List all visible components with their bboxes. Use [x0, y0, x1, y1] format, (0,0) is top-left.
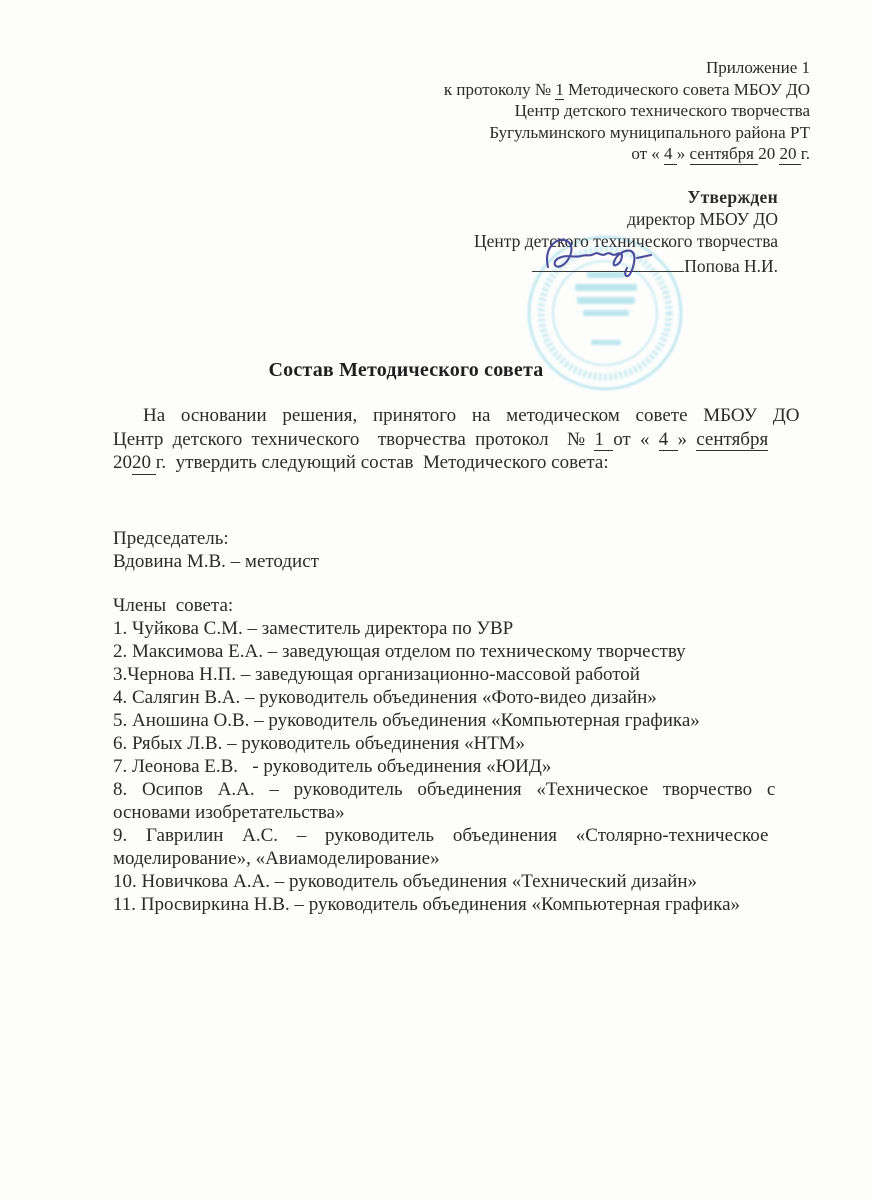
intro-paragraph — [113, 404, 815, 475]
list-item: 10. Новичкова А.А. – руководитель объединения «Технический дизайн» — [113, 871, 697, 892]
approval-title: Утвержден — [687, 187, 778, 207]
list-item: 9. Гаврилин А.С. – руководитель объединения «Столярно-техническое — [113, 825, 769, 846]
annex-note-date-line: от « 4 » сентября 20 20 г. — [631, 144, 810, 163]
approval-line: директор МБОУ ДО — [627, 209, 778, 229]
list-item: 3.Чернова Н.П. – заведующая организационно-массовой работой — [113, 664, 640, 685]
list-item: 2. Максимова Е.А. – заведующая отделом по техническому творчеству — [113, 641, 686, 662]
annex-note-line: Центр детского технического творчества — [514, 101, 810, 120]
members-header: Члены совета: — [113, 595, 234, 616]
annex-note-line: к протоколу № 1 Методического совета МБОУ ДО — [443, 79, 810, 99]
members-section — [113, 594, 815, 916]
signature — [540, 233, 675, 281]
list-item: 1. Чуйкова С.М. – заместитель директора по УВР — [113, 618, 514, 639]
annex-note-line: Приложение 1 — [706, 58, 810, 77]
intro-line: Центр детского технического творчества протокол № 1 от « 4 » сентября — [113, 428, 769, 450]
list-item: 6. Рябых Л.В. – руководитель объединения «НТМ» — [113, 733, 526, 754]
chairman-header: Председатель: — [113, 528, 229, 549]
list-item: 5. Аношина О.В. – руководитель объединения «Компьютерная графика» — [113, 710, 700, 731]
annex-note — [444, 57, 810, 165]
signer-name: Попова Н.И. — [684, 256, 778, 276]
chairman-person: Вдовина М.В. – методист — [113, 551, 319, 572]
annex-note-line: Бугульминского муниципального района РТ — [489, 122, 810, 142]
list-item: 8. Осипов А.А. – руководитель объединения «Техническое творчество с — [113, 779, 776, 800]
list-item: 4. Салягин В.А. – руководитель объединения «Фото-видео дизайн» — [113, 687, 657, 708]
intro-line: На основании решения, принятого на методическом совете МБОУ ДО — [143, 405, 800, 426]
chairman-section — [113, 527, 815, 573]
list-item-continuation: основами изобретательства» — [113, 802, 345, 823]
list-item-continuation: моделирование», «Авиамоделирование» — [113, 848, 440, 869]
document-title: Состав Методического совета — [268, 359, 544, 381]
approval-line: Центр детского технического творчества — [473, 231, 778, 251]
list-item: 11. Просвиркина Н.В. – руководитель объединения «Компьютерная графика» — [113, 894, 741, 915]
list-item: 7. Леонова Е.В. - руководитель объединения «ЮИД» — [113, 756, 552, 777]
intro-line: 2020 г. утвердить следующий состав Методического совета: — [113, 452, 609, 473]
